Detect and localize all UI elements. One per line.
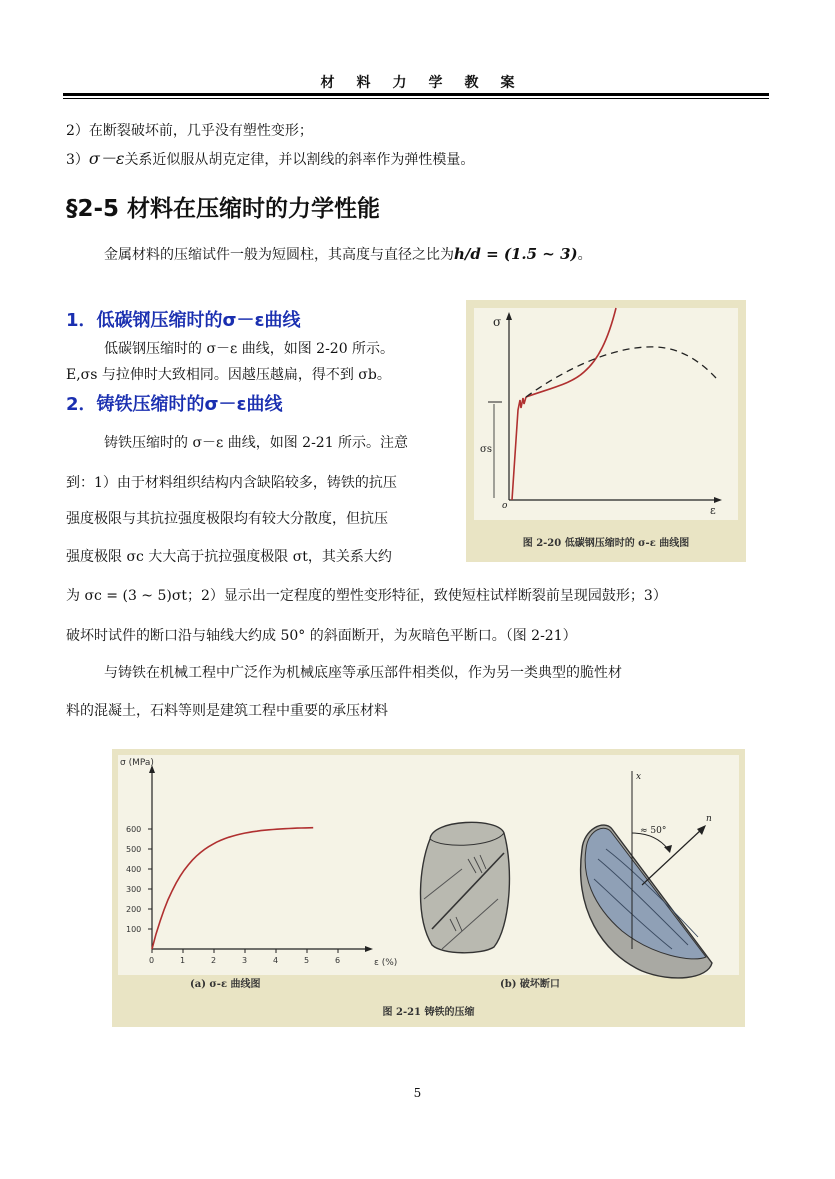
fig21-y-tick-label: 100 [126,925,142,934]
subsection-2-title: 2．铸铁压缩时的σ－ε曲线 [66,394,283,415]
subsection-1-title: 1．低碳钢压缩时的σ－ε曲线 [66,310,301,331]
fig20-sigma-s-label: σs [480,444,492,455]
sub2-line-1: 铸铁压缩时的 σ－ε 曲线，如图 2-21 所示。注意 [104,435,409,451]
intro-end: 。 [577,247,592,263]
intro-formula: h/d = (1.5 ~ 3) [454,245,578,263]
fig21-ticks [126,825,340,965]
fig21-x-tick-label: 3 [242,956,248,965]
fig21-n-mark: n [706,814,712,824]
fig21-y-tick-label: 300 [126,885,142,894]
section-title: §2-5 材料在压缩时的力学性能 [66,196,381,222]
fig21-barrel-specimen [421,822,510,952]
sub1-para-line-2: E,σs 与拉伸时大致相同。因越压越扁，得不到 σb。 [66,367,391,383]
header-rule-thin [63,98,769,99]
fig20-x-arrow-icon [714,497,722,503]
fig21-angle-label: ≈ 50° [640,826,667,836]
para-line-2: 料的混凝土，石料等则是建筑工程中重要的承压材料 [66,703,388,719]
fig21-y-tick-label: 400 [126,865,142,874]
line2-text: 关系近似服从胡克定律，并以割线的斜率作为弹性模量。 [124,152,475,168]
sub2-line-2: 到：1）由于材料组织结构内含缺陷较多，铸铁的抗压 [66,475,397,491]
fig21-normal-arrow-icon [697,825,706,835]
fig20-compression-curve [526,308,616,397]
fig21-x-axis-label: ε (%) [374,958,398,968]
sub2-line-3: 强度极限与其抗拉强度极限均有较大分散度，但抗压 [66,511,388,527]
figure-2-20 [466,300,746,562]
sub2-line-4: 强度极限 σc 大大高于抗拉强度极限 σt，其关系大约 [66,549,392,565]
figure-2-20-svg [466,300,746,562]
line2-prefix: 3） [66,152,89,168]
fig20-axis-y-label: σ [493,315,502,329]
figure-2-21-sub-b-caption: (b) 破坏断口 [500,979,560,990]
fig21-x-tick-label: 0 [149,956,155,965]
fig21-x-tick-label: 6 [335,956,341,965]
fig20-yield-line [512,397,526,500]
fig21-y-tick-label: 600 [126,825,142,834]
header-title: 材料力学教案 [320,75,537,91]
fig21-x-arrow-icon [365,946,373,952]
fig21-x-mark: x [636,772,642,782]
fig21-y-tick-label: 200 [126,905,142,914]
fig20-tension-dashed-curve [526,347,716,397]
para-line-1: 与铸铁在机械工程中广泛作为机械底座等承压部件相类似，作为另一类典型的脆性材 [104,665,622,681]
fig21-x-tick-label: 5 [304,956,310,965]
fig21-stress-strain-curve [152,828,313,949]
fig20-origin-label: o [502,501,508,511]
figure-2-21-caption: 图 2-21 铸铁的压缩 [382,1007,475,1018]
header-rule-thick [63,93,769,96]
line2-symbol: σ－ε [88,149,125,168]
intro-text: 金属材料的压缩试件一般为短圆柱，其高度与直径之比为 [104,247,454,263]
figure-2-21 [112,749,745,1027]
fig21-y-tick-label: 500 [126,845,142,854]
figure-2-21-sub-a-caption: (a) σ-ε 曲线图 [190,979,261,990]
page-number: 5 [413,1086,422,1100]
sub2-line-6: 破坏时试件的断口沿与轴线大约成 50° 的斜面断开，为灰暗色平断口。（图 2-21） [66,628,577,644]
figure-2-20-caption: 图 2-20 低碳钢压缩时的 σ-ε 曲线图 [522,538,690,549]
intro-line [104,244,592,264]
sub2-line-5: 为 σc = (3 ~ 5)σt；2）显示出一定程度的塑性变形特征，致使短柱试样断裂前呈现园鼓形；3） [66,588,667,604]
text-line-2 [66,146,474,169]
fig21-x-tick-label: 4 [273,956,279,965]
fig21-normal-line [642,829,702,885]
fig20-y-arrow-icon [506,312,512,320]
sub1-para-line-1: 低碳钢压缩时的 σ－ε 曲线，如图 2-20 所示。 [104,341,395,357]
fig21-x-tick-label: 1 [180,956,186,965]
fig21-x-tick-label: 2 [211,956,217,965]
fig20-axis-x-label: ε [710,504,716,517]
fig21-y-axis-label: σ (MPa) [120,758,154,768]
text-line-1: 2）在断裂破坏前，几乎没有塑性变形； [66,123,313,139]
fig21-fracture-surface [581,771,712,978]
